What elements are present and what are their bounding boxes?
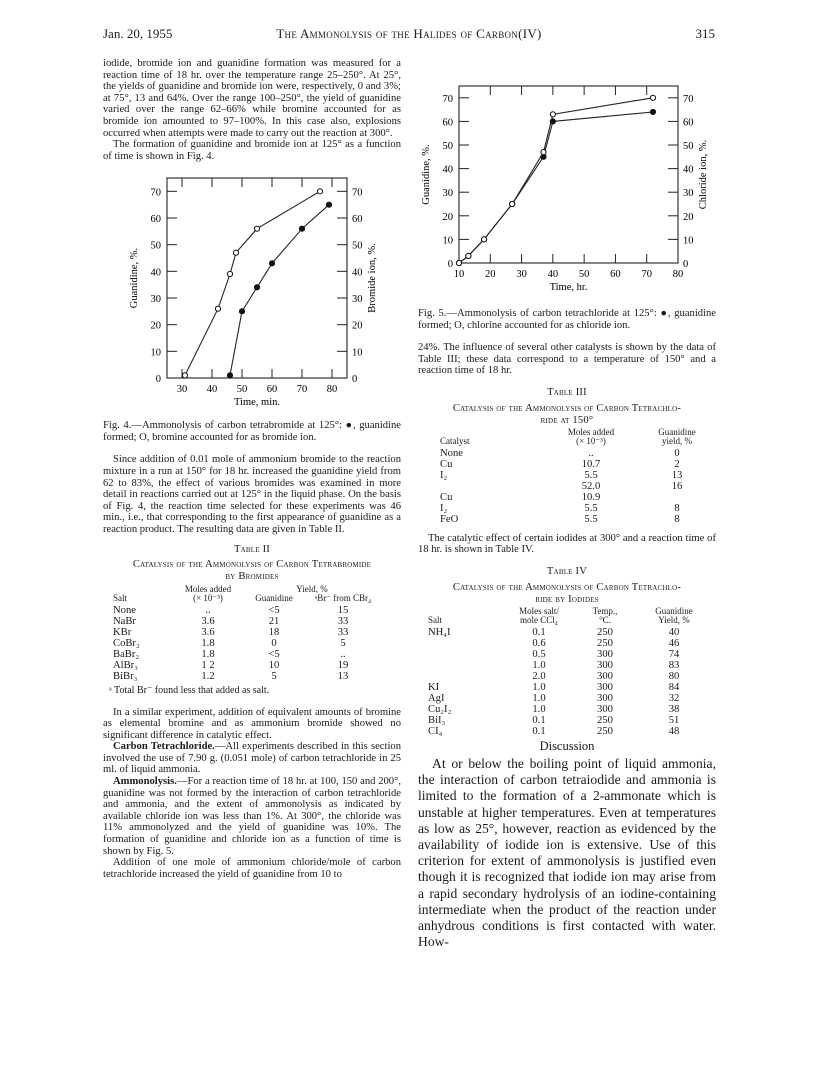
table-cell: BaBr₂ [113, 648, 140, 660]
paragraph: The catalytic effect of certain iodides at 300° and a reaction time of 18 hr. is shown in Table IV. [418, 532, 716, 556]
y-tick-label-right: 50 [352, 241, 363, 253]
table-cell: AlBr₃ [113, 659, 138, 671]
series-line [459, 112, 653, 263]
x-tick-label: 10 [453, 269, 465, 280]
table-cell: 1.0 [532, 681, 546, 693]
y-tick-label-right: 50 [683, 141, 694, 152]
table-cell: 8 [674, 502, 680, 514]
data-point-open [456, 260, 461, 265]
data-point-open [466, 253, 471, 258]
y-axis-label: Guanidine, %. [421, 144, 432, 205]
table-cell: 250 [597, 714, 613, 726]
x-tick-label: 20 [485, 269, 496, 280]
x-tick-label: 80 [672, 269, 684, 280]
x-tick-label: 40 [547, 269, 559, 280]
y-tick-label: 70 [442, 93, 453, 105]
table-row [113, 671, 381, 682]
y-tick-label-right: 70 [683, 93, 694, 105]
paragraph: Since addition of 0.01 mole of ammonium bromide to the reaction mixture in a run at 150° for 18 hr. increased the guanidine yield from 62 to 83%, the effect of various bromides was examined in more detail in reactions carried out at 125° in the liquid phase. On the basis of Fig. 4, the reaction time selected for these experiments was 46 min., i.e., that corresponding to the first appearance of guanidine as a reaction product. The resulting data are given in Table II. [103, 454, 401, 535]
y-axis-label-right: Bromide ion, %. [367, 243, 378, 314]
x-tick-label: 80 [326, 384, 338, 396]
table-cell: 5 [271, 670, 277, 682]
table-cell: 5.5 [584, 513, 598, 525]
paragraph: At or below the boiling point of liquid ammonia, the interaction of carbon tetraiodide and ammonia is limited to the formation of a 2-ammonate which is unstable at higher temperatures. Even at temperatures as low as 25°, however, reaction as evidenced by the availability of iodide ion is extensive. Use of this criterion for extent of ammonolysis is justified even though it is recognized that iodide ion may arise from a rapid secondary hydrolysis of an iodine-containing intermediate when the product of the reaction under anhydrous conditions is first contacted with water. How- [418, 755, 716, 950]
y-tick-label: 30 [442, 188, 453, 200]
table-2-title-cont: by Bromides [225, 570, 279, 582]
table-cell: 300 [597, 670, 613, 682]
table-cell: <5 [268, 648, 280, 660]
y-tick-label: 30 [150, 294, 161, 306]
table-cell: 5.5 [584, 502, 598, 514]
paragraph: 24%. The influence of several other catalysts is shown by the data of Table III; these data correspond to a temperature of 150° and a reaction time of 18 hr. [418, 342, 716, 377]
table-cell [428, 638, 506, 649]
paragraph: —For a reaction time of 18 hr. at 100, 150 and 200°, guanidine was not formed by the interaction of carbon tetrachloride and ammonia, and the extent of ammonolysis as indicated by available chloride ion was less than 1%. At 300°, the chloride was 11% ammonolyzed and the yield of guanidine was 10%. The formation of guanidine and chloride ion as a function of time is shown by Fig. 5. [103, 776, 401, 857]
data-point-filled [299, 226, 304, 231]
table-cell: 21 [268, 615, 280, 627]
table-cell: 0.1 [532, 714, 546, 726]
table-header: mole CCl₄ [520, 614, 558, 625]
table-cell: 1 2 [201, 659, 215, 671]
table-2-label: Table II [233, 543, 271, 555]
table-row [113, 616, 381, 627]
table-3 [440, 428, 708, 525]
table-cell: .. [205, 604, 211, 616]
table-4-label: Table IV [546, 565, 588, 577]
table-3-label: Table III [547, 386, 587, 398]
table-header: ᵃBr⁻ from CBr₄ [314, 592, 372, 603]
table-cell: 5 [340, 637, 346, 649]
table-header: Moles salt/ [519, 605, 559, 616]
table-cell: 1.8 [201, 637, 215, 649]
table-row [428, 693, 710, 704]
table-2 [113, 585, 381, 682]
y-tick-label: 0 [155, 374, 161, 386]
table-cell: 8 [674, 513, 680, 525]
y-tick-label: 50 [150, 241, 161, 253]
table-header: yield, % [662, 435, 692, 446]
table-cell: 19 [337, 659, 349, 671]
table-row [113, 649, 381, 660]
paragraph: —All experiments described in this section involved the use of 7.90 g. (0.051 mole) of carbon tetrachloride in 25 ml. of liquid ammonia. [103, 741, 401, 776]
table-cell: 83 [668, 659, 680, 671]
y-tick-label: 40 [150, 267, 161, 279]
running-title: The Ammonolysis of the Halides of Carbon(IV) [276, 26, 542, 41]
y-tick-label-right: 20 [683, 211, 694, 223]
table-cell: 74 [668, 648, 680, 660]
table-cell: 2.0 [532, 670, 546, 682]
table-row [428, 660, 710, 671]
y-tick-label: 10 [150, 347, 161, 359]
left-column [103, 58, 401, 880]
data-point-filled [269, 261, 274, 266]
table-cell: 3.6 [201, 626, 215, 638]
table-cell: 0.1 [532, 626, 546, 638]
data-point-open [254, 226, 259, 231]
table-row [428, 638, 710, 649]
y-tick-label: 20 [150, 321, 161, 333]
x-axis-label: Time, min. [234, 397, 280, 409]
table-cell: 1.2 [201, 670, 215, 682]
table-cell: 16 [671, 480, 683, 492]
table-cell: 250 [597, 626, 613, 638]
plot-frame [167, 178, 347, 378]
y-tick-label-right: 0 [352, 374, 358, 386]
figure-5 [418, 80, 716, 302]
table-cell: I₂ [440, 502, 448, 514]
paragraph: In a similar experiment, addition of equivalent amounts of bromine as elemental bromine and as ammonium bromide showed no significant difference in catalytic effect. [103, 706, 401, 741]
table-header: Temp., [592, 605, 618, 616]
y-tick-label-right: 10 [352, 347, 363, 359]
data-point-filled [254, 285, 259, 290]
data-point-open [182, 373, 187, 378]
table-cell: 15 [337, 604, 349, 616]
section-heading: Carbon Tetrachloride. [113, 741, 215, 753]
data-point-open [215, 306, 220, 311]
table-cell: Cu [440, 491, 453, 503]
table-cell: <5 [268, 604, 280, 616]
table-cell: None [440, 447, 463, 459]
table-cell: 300 [597, 648, 613, 660]
table-cell: 1.0 [532, 692, 546, 704]
table-cell: 300 [597, 692, 613, 704]
x-axis-label: Time, hr. [549, 282, 588, 293]
table-row [113, 605, 381, 616]
section-heading-discussion: Discussion [539, 738, 595, 753]
y-axis-label-right: Chloride ion, %. [698, 139, 709, 210]
y-tick-label: 0 [447, 259, 453, 270]
table-cell [440, 481, 536, 492]
table-row [440, 481, 708, 492]
y-tick-label-right: 30 [352, 294, 363, 306]
table-cell: 10.7 [581, 458, 601, 470]
table-cell: Cu₂I₂ [428, 703, 452, 715]
figure-4-chart [103, 168, 401, 420]
table-2-footnote: ᵃ Total Br⁻ found less that added as salt. [109, 684, 270, 696]
y-tick-label: 40 [442, 164, 453, 176]
y-tick-label-right: 40 [352, 267, 363, 279]
table-row [428, 704, 710, 715]
table-cell: 33 [337, 615, 349, 627]
y-tick-label-right: 20 [352, 321, 363, 333]
table-cell: 48 [668, 725, 680, 737]
table-header: Moles added [184, 583, 232, 594]
x-tick-label: 70 [296, 384, 308, 396]
table-3-title: Catalysis of the Ammonolysis of Carbon Tetrachlo- [452, 402, 682, 414]
table-cell: .. [340, 648, 346, 660]
table-cell: 0 [271, 637, 277, 649]
table-cell: 18 [268, 626, 280, 638]
table-cell: 38 [668, 703, 680, 715]
x-tick-label: 50 [236, 384, 248, 396]
y-tick-label: 60 [150, 214, 161, 226]
table-cell: 250 [597, 637, 613, 649]
table-row [428, 649, 710, 660]
y-tick-label-right: 30 [683, 188, 694, 200]
x-tick-label: 60 [610, 269, 621, 280]
table-cell: 0.6 [532, 637, 546, 649]
table-header: (× 10⁻³) [576, 435, 606, 446]
x-tick-label: 30 [516, 269, 527, 280]
table-cell: 32 [668, 692, 680, 704]
table-cell: 1.8 [201, 648, 215, 660]
table-cell: 0.1 [532, 725, 546, 737]
data-point-open [510, 201, 515, 206]
table-row [440, 448, 708, 459]
table-cell: 0 [674, 447, 680, 459]
y-tick-label-right: 0 [683, 259, 689, 270]
table-cell: BiBr₃ [113, 670, 138, 682]
table-cell: 250 [597, 725, 613, 737]
table-cell [646, 492, 708, 503]
data-point-filled [326, 202, 331, 207]
table-4-title: Catalysis of the Ammonolysis of Carbon Tetrachlo- [452, 581, 682, 593]
table-cell: CoBr₂ [113, 637, 140, 649]
table-header: Yield, % [296, 583, 328, 594]
running-header [103, 26, 715, 42]
table-cell [428, 671, 506, 682]
table-row [428, 726, 710, 737]
table-cell: I₂ [440, 469, 448, 481]
series-line [459, 98, 653, 263]
series-line [230, 205, 329, 376]
y-tick-label: 70 [150, 187, 161, 199]
x-tick-label: 70 [641, 269, 652, 280]
table-row [440, 503, 708, 514]
table-cell: 51 [668, 714, 680, 726]
table-cell: Cu [440, 458, 453, 470]
table-cell: 40 [668, 626, 680, 638]
table-4 [428, 607, 710, 737]
y-tick-label-right: 10 [683, 235, 694, 247]
table-cell: 46 [668, 637, 680, 649]
data-point-open [317, 189, 322, 194]
y-tick-label-right: 40 [683, 164, 694, 176]
y-tick-label: 50 [442, 141, 453, 152]
y-tick-label: 60 [442, 117, 453, 129]
table-row [440, 459, 708, 470]
x-tick-label: 50 [578, 269, 590, 280]
y-tick-label-right: 70 [352, 187, 363, 199]
table-row [428, 671, 710, 682]
table-4-title-cont: ride by Iodides [535, 593, 599, 605]
table-cell: NH₄I [428, 626, 451, 638]
x-tick-label: 30 [176, 384, 188, 396]
figure-4 [103, 168, 401, 420]
table-2-title: Catalysis of the Ammonolysis of Carbon Tetrabromide [132, 558, 372, 570]
table-header: Salt [113, 592, 128, 603]
table-cell: 84 [668, 681, 680, 693]
table-3-title-cont: ride at 150° [540, 414, 594, 426]
table-cell: KBr [113, 626, 132, 638]
table-cell: 300 [597, 659, 613, 671]
table-row [428, 627, 710, 638]
table-cell: NaBr [113, 615, 136, 627]
table-row [440, 514, 708, 525]
section-heading: Ammonolysis. [113, 776, 177, 788]
paragraph: The formation of guanidine and bromide ion at 125° as a function of time is shown in Fig. 4. [103, 139, 401, 162]
table-row [113, 627, 381, 638]
x-tick-label: 40 [206, 384, 218, 396]
table-cell: 33 [337, 626, 349, 638]
table-row [113, 660, 381, 671]
data-point-open [227, 272, 232, 277]
table-cell [428, 660, 506, 671]
right-column [418, 80, 716, 950]
table-row [428, 682, 710, 693]
table-header: Moles added [567, 426, 615, 437]
data-point-filled [239, 309, 244, 314]
table-row [440, 492, 708, 503]
table-cell: 1.0 [532, 703, 546, 715]
table-header: Catalyst [440, 435, 470, 446]
issue-date: Jan. 20, 1955 [103, 26, 173, 41]
table-row [428, 715, 710, 726]
table-cell: 52.0 [581, 480, 601, 492]
table-cell: BiI₃ [428, 714, 446, 726]
table-cell: 80 [668, 670, 680, 682]
table-cell: .. [588, 447, 594, 459]
paragraph: Addition of one mole of ammonium chloride/mole of carbon tetrachloride increased the yield of guanidine from 10 to [103, 857, 401, 880]
figure-5-caption: Fig. 5.—Ammonolysis of carbon tetrachloride at 125°: ●, guanidine formed; O, chlorine accounted for as chloride ion. [418, 308, 716, 331]
table-header: Salt [428, 614, 443, 625]
table-header: Guanidine [255, 592, 293, 603]
data-point-open [481, 237, 486, 242]
y-axis-label: Guanidine, %. [129, 248, 140, 309]
table-cell: 0.5 [532, 648, 546, 660]
figure-4-caption: Fig. 4.—Ammonolysis of carbon tetrabromide at 125°: ●, guanidine formed; O, bromine accounted for as bromide ion. [103, 420, 401, 444]
table-header: Yield, % [658, 614, 690, 625]
table-cell: 10 [268, 659, 280, 671]
data-point-open [650, 95, 655, 100]
table-cell: KI [428, 681, 440, 693]
data-point-open [541, 149, 546, 154]
figure-5-chart [418, 80, 716, 302]
y-tick-label-right: 60 [352, 214, 363, 226]
table-cell: 300 [597, 681, 613, 693]
y-tick-label-right: 60 [683, 117, 694, 129]
table-cell: 3.6 [201, 615, 215, 627]
table-header: (× 10⁻³) [193, 592, 223, 603]
table-cell: 5.5 [584, 469, 598, 481]
data-point-filled [227, 373, 232, 378]
table-cell: CI₄ [428, 725, 443, 737]
table-cell: AgI [428, 692, 445, 704]
table-cell: 13 [671, 469, 683, 481]
table-cell: 300 [597, 703, 613, 715]
series-line [185, 192, 320, 376]
page-number: 315 [695, 26, 715, 41]
table-cell [428, 649, 506, 660]
paragraph: iodide, bromide ion and guanidine formation was measured for a reaction time of 18 hr. over the temperature range 25–250°. At 25°, the yields of guanidine and bromide ion were, respectively, 0 and 3%; at 75°, 13 and 64%. Over the range 100–250°, the yield of guanidine varied over the range 62–66% while bromine accounted for as bromide ion amounted to 97–100%. In this case also, explosions occurred when attempts were made to carry out the reaction at 300°. [103, 58, 401, 139]
table-header: Guanidine [658, 426, 696, 437]
table-cell: 1.0 [532, 659, 546, 671]
data-point-open [233, 250, 238, 255]
table-header: Guanidine [655, 605, 693, 616]
table-cell: FeO [440, 513, 459, 525]
x-tick-label: 60 [266, 384, 278, 396]
table-cell: 2 [674, 458, 680, 470]
table-cell: 10.9 [581, 491, 601, 503]
table-row [113, 638, 381, 649]
y-tick-label: 10 [442, 235, 453, 247]
data-point-filled [650, 109, 655, 114]
y-tick-label: 20 [442, 211, 453, 223]
data-point-open [550, 112, 555, 117]
table-row [440, 470, 708, 481]
table-header: °C. [599, 614, 611, 625]
table-cell: 13 [337, 670, 349, 682]
table-cell: None [113, 604, 136, 616]
